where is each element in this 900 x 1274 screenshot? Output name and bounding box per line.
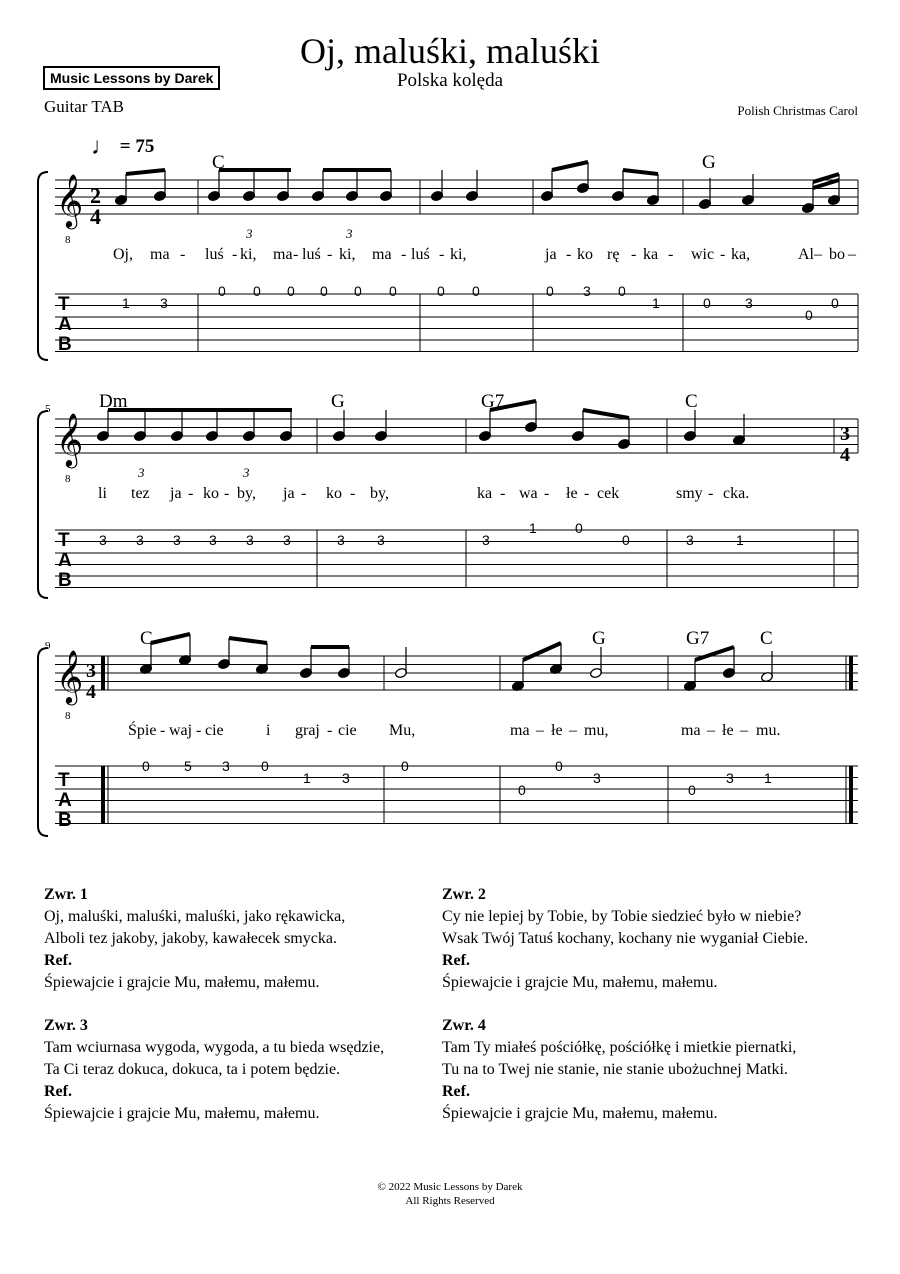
lyric-syllable: – bbox=[569, 722, 577, 739]
beam bbox=[151, 634, 190, 643]
refrain-label: Ref. bbox=[44, 952, 72, 969]
lyric-syllable: Mu, bbox=[389, 722, 416, 739]
tab-fret: 3 bbox=[209, 532, 217, 548]
tab-fret: 3 bbox=[283, 532, 291, 548]
verse-line: Alboli tez jakoby, jakoby, kawałecek smycka. bbox=[44, 930, 337, 947]
tab-fret: 3 bbox=[136, 532, 144, 548]
refrain-text: Śpiewajcie i grajcie Mu, małemu, małemu. bbox=[442, 974, 718, 991]
tuplet-mark: 3 bbox=[246, 226, 253, 241]
lyric-syllable: - bbox=[668, 246, 674, 263]
chord-symbol: C bbox=[760, 628, 773, 649]
tab-clef-t: T bbox=[58, 530, 70, 551]
tab-fret: 1 bbox=[303, 770, 311, 786]
tab-clef-a: A bbox=[58, 314, 72, 335]
verse-block bbox=[442, 1015, 842, 1125]
lyric-syllable: by, bbox=[237, 485, 256, 502]
song-title: Oj, maluśki, maluśki bbox=[300, 31, 600, 71]
lyric-syllable: - bbox=[566, 246, 572, 263]
tab-fret: 3 bbox=[593, 770, 601, 786]
tab-fret: 0 bbox=[218, 283, 226, 299]
verse-block bbox=[44, 884, 444, 994]
lyric-syllable: ko bbox=[326, 485, 342, 502]
tab-clef-a: A bbox=[58, 790, 72, 811]
tab-fret: 0 bbox=[805, 307, 813, 323]
tab-fret: 3 bbox=[173, 532, 181, 548]
lyric-syllable: - bbox=[544, 485, 550, 502]
measure-number: 5 bbox=[45, 403, 51, 415]
lyric-syllable: tez bbox=[131, 485, 150, 502]
time-sig-top: 3 bbox=[840, 423, 850, 445]
tab-numbers-2 bbox=[99, 520, 744, 548]
tab-fret: 3 bbox=[745, 295, 753, 311]
time-sig-top: 2 bbox=[90, 183, 101, 208]
tempo-value: = 75 bbox=[119, 136, 155, 157]
lyric-syllable: wa bbox=[519, 485, 538, 502]
lyric-syllable: ma bbox=[681, 722, 701, 739]
tab-fret: 0 bbox=[688, 782, 696, 798]
lyric-syllable: cek bbox=[597, 485, 620, 502]
lyric-syllable: cie bbox=[205, 722, 224, 739]
tab-fret: 0 bbox=[703, 295, 711, 311]
refrain-label: Ref. bbox=[44, 1083, 72, 1100]
tab-fret: 3 bbox=[246, 532, 254, 548]
lyric-syllable: wic bbox=[691, 246, 715, 263]
system-bracket bbox=[38, 172, 48, 360]
tab-fret: 0 bbox=[618, 283, 626, 299]
tuplet-mark: 3 bbox=[346, 226, 353, 241]
tab-fret: 3 bbox=[377, 532, 385, 548]
lyric-syllable: – bbox=[848, 246, 856, 263]
verse-line: Wsak Twój Tatuś kochany, kochany nie wyganiał Ciebie. bbox=[442, 930, 809, 947]
tab-fret: 0 bbox=[389, 283, 397, 299]
beam bbox=[126, 170, 165, 174]
tab-fret: 0 bbox=[142, 758, 150, 774]
lyric-syllable: Oj, bbox=[113, 246, 133, 263]
chord-symbol: C bbox=[140, 628, 153, 649]
tab-clef-t: T bbox=[58, 294, 70, 315]
tab-fret: 3 bbox=[337, 532, 345, 548]
lyric-syllable: – bbox=[814, 246, 822, 263]
rights-text: All Rights Reserved bbox=[405, 1195, 495, 1207]
treble-clef-icon: 𝄞 bbox=[56, 414, 84, 465]
lyric-syllable: luś bbox=[411, 246, 430, 263]
octave-mark: 8 bbox=[65, 234, 71, 246]
composer-label: Polish Christmas Carol bbox=[737, 103, 858, 118]
tab-fret: 0 bbox=[546, 283, 554, 299]
lyric-syllable: ka bbox=[643, 246, 659, 263]
lyric-syllable: ma bbox=[372, 246, 392, 263]
lyric-syllable: - bbox=[232, 246, 238, 263]
lyric-syllable: - bbox=[327, 722, 333, 739]
copyright-text: © 2022 Music Lessons by Darek bbox=[377, 1181, 523, 1193]
lyric-syllable: mu, bbox=[584, 722, 609, 739]
chord-symbol: Dm bbox=[99, 391, 128, 412]
time-sig-top: 3 bbox=[86, 660, 96, 682]
tab-fret: 3 bbox=[726, 770, 734, 786]
tab-fret: 5 bbox=[184, 758, 192, 774]
lyric-syllable: i bbox=[266, 722, 271, 739]
lyric-syllable: ma bbox=[150, 246, 170, 263]
verse-heading: Zwr. 4 bbox=[442, 1017, 486, 1034]
song-subtitle: Polska kolęda bbox=[396, 70, 504, 91]
beam bbox=[623, 170, 658, 174]
lyric-syllable: - bbox=[196, 722, 202, 739]
lyric-syllable: - bbox=[708, 485, 714, 502]
tab-fret: 3 bbox=[160, 295, 168, 311]
chord-symbol: G bbox=[331, 391, 345, 412]
lyric-syllable: rę bbox=[607, 246, 620, 263]
tab-fret: 3 bbox=[342, 770, 350, 786]
verse-block bbox=[44, 1015, 444, 1125]
lyric-syllable: by, bbox=[370, 485, 389, 502]
beam bbox=[552, 162, 588, 170]
tab-fret: 0 bbox=[354, 283, 362, 299]
verse-line: Tu na to Twej nie stanie, nie stanie ubożuchnej Matki. bbox=[442, 1061, 788, 1078]
lyric-syllable: li bbox=[98, 485, 107, 502]
lyric-syllable: łe bbox=[722, 722, 734, 739]
chord-symbol: G7 bbox=[686, 628, 710, 649]
verse-heading: Zwr. 1 bbox=[44, 886, 88, 903]
octave-mark: 8 bbox=[65, 473, 71, 485]
tab-fret: 1 bbox=[122, 295, 130, 311]
beam bbox=[583, 410, 629, 418]
tab-clef-t: T bbox=[58, 770, 70, 791]
tab-fret: 0 bbox=[555, 758, 563, 774]
lyric-syllable: Śpie bbox=[128, 722, 157, 739]
octave-mark: 8 bbox=[65, 710, 71, 722]
tab-fret: 3 bbox=[482, 532, 490, 548]
tab-clef-b: B bbox=[58, 810, 72, 831]
beam bbox=[523, 643, 561, 660]
treble-clef-icon: 𝄞 bbox=[56, 175, 84, 226]
tab-fret: 1 bbox=[736, 532, 744, 548]
tab-fret: 3 bbox=[99, 532, 107, 548]
lyric-syllable: ja bbox=[545, 246, 557, 263]
tab-fret: 0 bbox=[401, 758, 409, 774]
tab-clef-b: B bbox=[58, 570, 72, 591]
lyric-syllable: - bbox=[720, 246, 726, 263]
verse-heading: Zwr. 2 bbox=[442, 886, 486, 903]
tuplet-mark: 3 bbox=[243, 465, 250, 480]
system-bracket bbox=[38, 648, 48, 836]
tab-fret: 1 bbox=[764, 770, 772, 786]
lyric-syllable: smy bbox=[676, 485, 703, 502]
lyric-syllable: waj bbox=[169, 722, 193, 739]
lyric-syllable: - bbox=[631, 246, 637, 263]
lyric-syllable: ka, bbox=[731, 246, 751, 263]
chord-symbol: G bbox=[702, 152, 716, 173]
lyric-syllable: ki, bbox=[450, 246, 467, 263]
lyric-syllable: łe bbox=[566, 485, 578, 502]
lyric-syllable: ki, bbox=[240, 246, 257, 263]
lyric-syllable: - bbox=[350, 485, 356, 502]
lyric-syllable: graj bbox=[295, 722, 320, 739]
brand-logo: Music Lessons by Darek bbox=[43, 66, 220, 90]
treble-clef-icon: 𝄞 bbox=[56, 651, 84, 702]
tab-fret: 0 bbox=[472, 283, 480, 299]
tab-fret: 1 bbox=[529, 520, 537, 536]
lyric-syllable: - bbox=[293, 246, 299, 263]
lyric-syllable: luś bbox=[205, 246, 224, 263]
verse-heading: Zwr. 3 bbox=[44, 1017, 88, 1034]
refrain-text: Śpiewajcie i grajcie Mu, małemu, małemu. bbox=[44, 974, 320, 991]
lyric-syllable: - bbox=[224, 485, 230, 502]
lyric-syllable: ki, bbox=[339, 246, 356, 263]
tab-fret: 3 bbox=[583, 283, 591, 299]
time-sig-bottom: 4 bbox=[90, 204, 101, 229]
time-sig-bottom: 4 bbox=[86, 681, 96, 703]
verse-line: Cy nie lepiej by Tobie, by Tobie siedzieć było w niebie? bbox=[442, 908, 802, 925]
chord-symbol: G bbox=[592, 628, 606, 649]
lyric-syllable: cie bbox=[338, 722, 357, 739]
lyric-syllable: ko bbox=[203, 485, 219, 502]
tab-fret: 0 bbox=[320, 283, 328, 299]
footer bbox=[0, 1180, 900, 1208]
lyric-syllable: ma bbox=[510, 722, 530, 739]
tab-fret: 0 bbox=[437, 283, 445, 299]
instrument-label: Guitar TAB bbox=[44, 97, 125, 116]
lyric-syllable: ja bbox=[283, 485, 295, 502]
chord-symbol: C bbox=[212, 152, 225, 173]
lyric-syllable: - bbox=[180, 246, 186, 263]
lyric-syllable: - bbox=[584, 485, 590, 502]
tab-clef-b: B bbox=[58, 334, 72, 355]
lyric-syllable: łe bbox=[551, 722, 563, 739]
lyric-syllable: - bbox=[401, 246, 407, 263]
verse-line: Tam Ty miałeś pościółkę, pościółkę i mietkie piernatki, bbox=[442, 1039, 797, 1056]
tab-fret: 1 bbox=[652, 295, 660, 311]
lyric-syllable: ko bbox=[577, 246, 593, 263]
tab-clef-a: A bbox=[58, 550, 72, 571]
tab-fret: 0 bbox=[287, 283, 295, 299]
lyric-syllable: - bbox=[188, 485, 194, 502]
lyric-syllable: - bbox=[439, 246, 445, 263]
tab-fret: 0 bbox=[253, 283, 261, 299]
chord-symbol: C bbox=[685, 391, 698, 412]
tab-fret: 3 bbox=[222, 758, 230, 774]
lyric-syllable: - bbox=[327, 246, 333, 263]
lyric-syllable: ma bbox=[273, 246, 293, 263]
lyric-syllable: Al bbox=[798, 246, 814, 263]
tab-fret: 0 bbox=[261, 758, 269, 774]
system-bracket bbox=[38, 411, 48, 598]
verse-line: Ta Ci teraz dokuca, dokuca, ta i potem będzie. bbox=[44, 1061, 341, 1078]
refrain-label: Ref. bbox=[442, 952, 470, 969]
lyric-syllable: – bbox=[536, 722, 544, 739]
lyric-syllable: - bbox=[301, 485, 307, 502]
tab-fret: 3 bbox=[686, 532, 694, 548]
verse-line: Oj, maluśki, maluśki, maluśki, jako rękawicka, bbox=[44, 908, 346, 925]
refrain-label: Ref. bbox=[442, 1083, 470, 1100]
lyrics-line-1 bbox=[113, 246, 857, 263]
measure-number: 9 bbox=[45, 640, 51, 652]
beam bbox=[229, 638, 267, 643]
lyric-syllable: ja bbox=[170, 485, 182, 502]
lyric-syllable: luś bbox=[302, 246, 321, 263]
refrain-text: Śpiewajcie i grajcie Mu, małemu, małemu. bbox=[442, 1105, 718, 1122]
verse-block bbox=[442, 884, 842, 994]
lyric-syllable: bo bbox=[829, 246, 845, 263]
lyric-syllable: cka. bbox=[723, 485, 750, 502]
verse-line: Tam wciurnasa wygoda, wygoda, a tu bieda wsędzie, bbox=[44, 1039, 385, 1056]
lyric-syllable: - bbox=[160, 722, 166, 739]
lyric-syllable: – bbox=[740, 722, 748, 739]
lyrics-line-2 bbox=[98, 485, 749, 502]
tuplet-mark: 3 bbox=[138, 465, 145, 480]
lyric-syllable: ka bbox=[477, 485, 493, 502]
lyrics-line-3 bbox=[128, 720, 780, 739]
tab-fret: 0 bbox=[575, 520, 583, 536]
quarter-note-icon: ♩ bbox=[91, 134, 115, 160]
tab-fret: 0 bbox=[518, 782, 526, 798]
tab-fret: 0 bbox=[622, 532, 630, 548]
chord-symbol: G7 bbox=[481, 391, 505, 412]
lyric-syllable: – bbox=[707, 722, 715, 739]
refrain-text: Śpiewajcie i grajcie Mu, małemu, małemu. bbox=[44, 1105, 320, 1122]
lyric-syllable: mu. bbox=[756, 722, 781, 739]
lyric-syllable: - bbox=[500, 485, 506, 502]
time-sig-bottom: 4 bbox=[840, 444, 850, 466]
tab-fret: 0 bbox=[831, 295, 839, 311]
